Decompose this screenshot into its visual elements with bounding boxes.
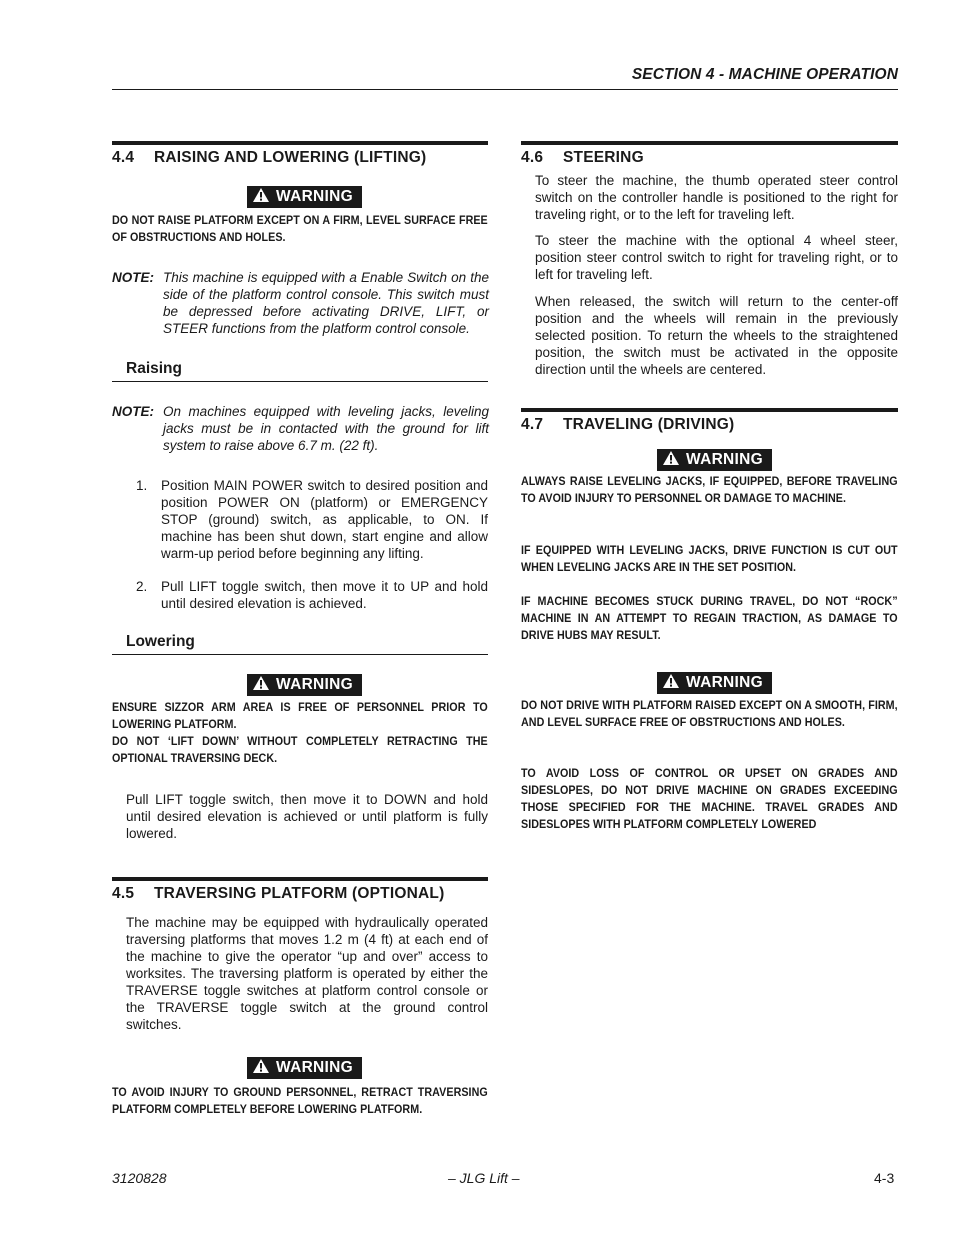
paragraph: To steer the machine, the thumb operated steer control switch on the controller handle is positioned to the right for traveling right, or to the left for traveling left.: [535, 173, 898, 222]
footer-center: – JLG Lift –: [448, 1170, 520, 1186]
section-title: SECTION 4 - MACHINE OPERATION: [631, 66, 898, 83]
paragraph: When released, the switch will return to the center-off position and the wheels will remain in the previously selected position. To return the wheels to the straightened position, the switch must be activated in the opposite direction until the wheels are centered.: [535, 294, 898, 377]
warning-text: IF MACHINE BECOMES STUCK DURING TRAVEL, DO NOT “ROCK” MACHINE IN AN ATTEMPT TO REGAIN TRACTION, AS DAMAGE TO DRIVE HUBS MAY RESULT.: [521, 594, 898, 642]
warning-text: TO AVOID INJURY TO GROUND PERSONNEL, RETRACT TRAVERSING PLATFORM COMPLETELY BEFORE LOWERING PLATFORM.: [112, 1085, 488, 1116]
warning-text: ENSURE SIZZOR ARM AREA IS FREE OF PERSONNEL PRIOR TO LOWERING PLATFORM.: [112, 700, 488, 731]
warning-triangle-icon: [663, 674, 679, 688]
warning-triangle-icon: [663, 451, 679, 465]
list-text: Position MAIN POWER switch to desired position and position POWER ON (platform) or EMERGENCY STOP (ground) switch, as applicable, to ON. If machine has been shut down, start engine and allow warm-up period before beginning any lifting.: [161, 478, 488, 561]
section-title: TRAVERSING PLATFORM (OPTIONAL): [154, 885, 445, 902]
note-text: This machine is equipped with a Enable Switch on the side of the platform control console. This switch must be depressed before activating DRIVE, LIFT, or STEER functions from the platform control console.: [163, 270, 489, 336]
section-number: 4.6: [521, 149, 544, 166]
section-number: 4.7: [521, 416, 544, 433]
paragraph: The machine may be equipped with hydraulically operated traversing platforms that moves 1.2 m (4 ft) at each end of the machine to give the operator “up and over” access to worksites. The traversing platform is operated by either the TRAVERSE toggle switches at platform control console or the TRAVERSE toggle switch at the ground control switches.: [126, 915, 488, 1032]
footer-page-number: 4-3: [874, 1170, 895, 1186]
warning-text: IF EQUIPPED WITH LEVELING JACKS, DRIVE FUNCTION IS CUT OUT WHEN LEVELING JACKS ARE IN THE SET POSITION.: [521, 543, 898, 574]
warning-triangle-icon: [253, 188, 269, 202]
section-title: TRAVELING (DRIVING): [563, 416, 735, 433]
warning-triangle-icon: [253, 676, 269, 690]
warning-text: DO NOT ‘LIFT DOWN’ WITHOUT COMPLETELY RETRACTING THE OPTIONAL TRAVERSING DECK.: [112, 734, 488, 765]
section-4-7-heading: [521, 408, 898, 434]
paragraph: Pull LIFT toggle switch, then move it to DOWN and hold until desired elevation is achieved or until platform is fully lowered.: [126, 792, 488, 841]
section-title: STEERING: [563, 149, 644, 166]
warning-badge: WARNING: [657, 449, 772, 471]
warning-text: DO NOT RAISE PLATFORM EXCEPT ON A FIRM, LEVEL SURFACE FREE OF OBSTRUCTIONS AND HOLES.: [112, 213, 488, 244]
section-4-6-heading: [521, 141, 898, 167]
warning-badge: WARNING: [657, 672, 772, 694]
note-label: NOTE:: [112, 404, 154, 419]
warning-badge: WARNING: [247, 186, 362, 208]
section-number: 4.5: [112, 885, 135, 902]
note-text: On machines equipped with leveling jacks, leveling jacks must be in contacted with the ground for lift system to raise above 6.7 m. (22 ft).: [163, 404, 489, 453]
footer-doc-number: 3120828: [112, 1170, 167, 1186]
paragraph: To steer the machine with the optional 4 wheel steer, position steer control switch to right for traveling right, or to left for traveling left.: [535, 233, 898, 282]
list-text: Pull LIFT toggle switch, then move it to UP and hold until desired elevation is achieved.: [161, 579, 488, 611]
warning-badge: WARNING: [247, 1057, 362, 1079]
section-4-5-heading: [112, 877, 488, 903]
list-number: 2.: [136, 579, 148, 594]
warning-text: DO NOT DRIVE WITH PLATFORM RAISED EXCEPT ON A SMOOTH, FIRM, AND LEVEL SURFACE FREE OF OBSTRUCTIONS AND HOLES.: [521, 698, 898, 729]
list-number: 1.: [136, 478, 148, 493]
section-4-4-heading: [112, 141, 488, 167]
section-title: RAISING AND LOWERING (LIFTING): [154, 149, 427, 166]
note-label: NOTE:: [112, 270, 154, 285]
subsection-heading-lowering: Lowering: [112, 631, 488, 655]
subsection-heading-raising: Raising: [112, 358, 488, 382]
warning-badge: WARNING: [247, 674, 362, 696]
page-header: [112, 64, 898, 90]
warning-text: ALWAYS RAISE LEVELING JACKS, IF EQUIPPED, BEFORE TRAVELING TO AVOID INJURY TO PERSONNEL OR DAMAGE TO MACHINE.: [521, 474, 898, 505]
warning-triangle-icon: [253, 1059, 269, 1073]
section-number: 4.4: [112, 149, 135, 166]
warning-text: TO AVOID LOSS OF CONTROL OR UPSET ON GRADES AND SIDESLOPES, DO NOT DRIVE MACHINE ON GRADES EXCEEDING THOSE SPECIFIED FOR THE MACHINE. TRAVEL GRADES AND SIDESLOPES WITH PLATFORM COMPLETELY LOWERED: [521, 766, 898, 831]
